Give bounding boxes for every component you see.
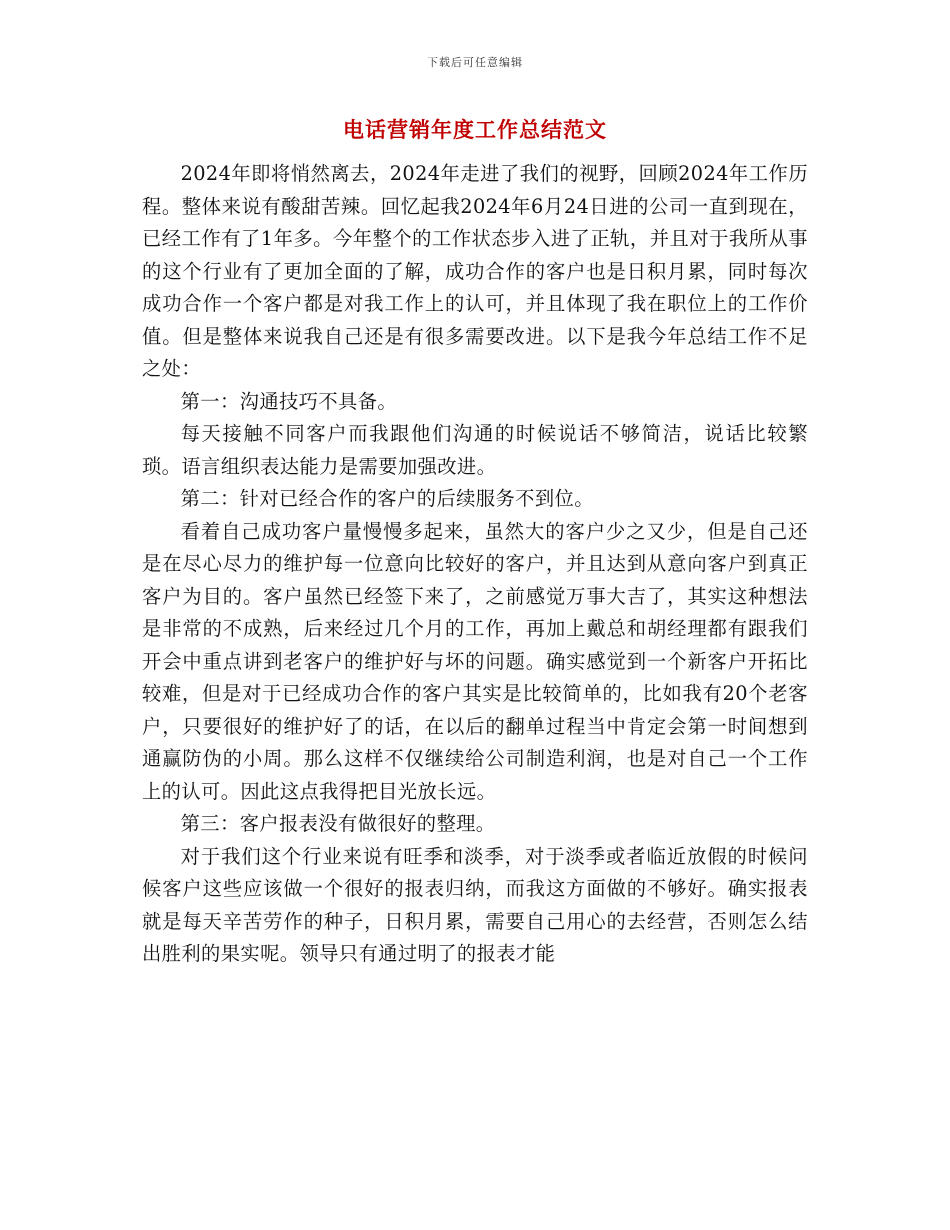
document-title: 电话营销年度工作总结范文: [343, 117, 607, 142]
section-heading-2: 第二：针对已经合作的客户的后续服务不到位。: [180, 487, 594, 510]
section-heading-1: 第一：沟通技巧不具备。: [180, 389, 398, 413]
paragraph-intro: 2024年即将悄然离去，2024年走进了我们的视野，回顾2024年工作历程。整体来说有酸甜苦辣。回忆起我2024年6月24日进的公司一直到现在，已经工作有了1年多。今年整个的工作状态步入进了正轨，并且对于我所从事的这个行业有了更加全面的了解，成功合作的客户也是日积月累，同时每次成功合作一个客户都是对我工作上的认可，并且体现了我在职位上的工作价值。但是整体来说我自己还是有很多需要改进。以下是我今年总结工作不足之处：: [142, 162, 808, 380]
paragraph-customer-service: 看着自己成功客户量慢慢多起来，虽然大的客户少之又少，但是自己还是在尽心尽力的维护每一位意向比较好的客户，并且达到从意向客户到真正客户为目的。客户虽然已经签下来了，之前感觉万事大吉了，其实这种想法是非常的不成熟，后来经过几个月的工作，再加上戴总和胡经理都有跟我们开会中重点讲到老客户的维护好与坏的问题。确实感觉到一个新客户开拓比较难，但是对于已经成功合作的客户其实是比较简单的，比如我有20个老客户，只要很好的维护好了的话，在以后的翻单过程当中肯定会第一时间想到通赢防伪的小周。那么这样不仅继续给公司制造利润，也是对自己一个工作上的认可。因此这点我得把目光放长远。: [142, 519, 808, 803]
paragraph-reports: 对于我们这个行业来说有旺季和淡季，对于淡季或者临近放假的时候问候客户这些应该做一个很好的报表归纳，而我这方面做的不够好。确实报表就是每天辛苦劳作的种子，日积月累，需要自己用心的去经营，否则怎么结出胜利的果实呢。领导只有通过明了的报表才能: [142, 844, 808, 965]
paragraph-communication: 每天接触不同客户而我跟他们沟通的时候说话不够简洁，说话比较繁琐。语言组织表达能力是需要加强改进。: [142, 422, 808, 478]
page-header-note: 下载后可任意编辑: [427, 56, 523, 69]
section-heading-3: 第三：客户报表没有做很好的整理。: [180, 812, 496, 835]
document-body: [142, 158, 808, 971]
